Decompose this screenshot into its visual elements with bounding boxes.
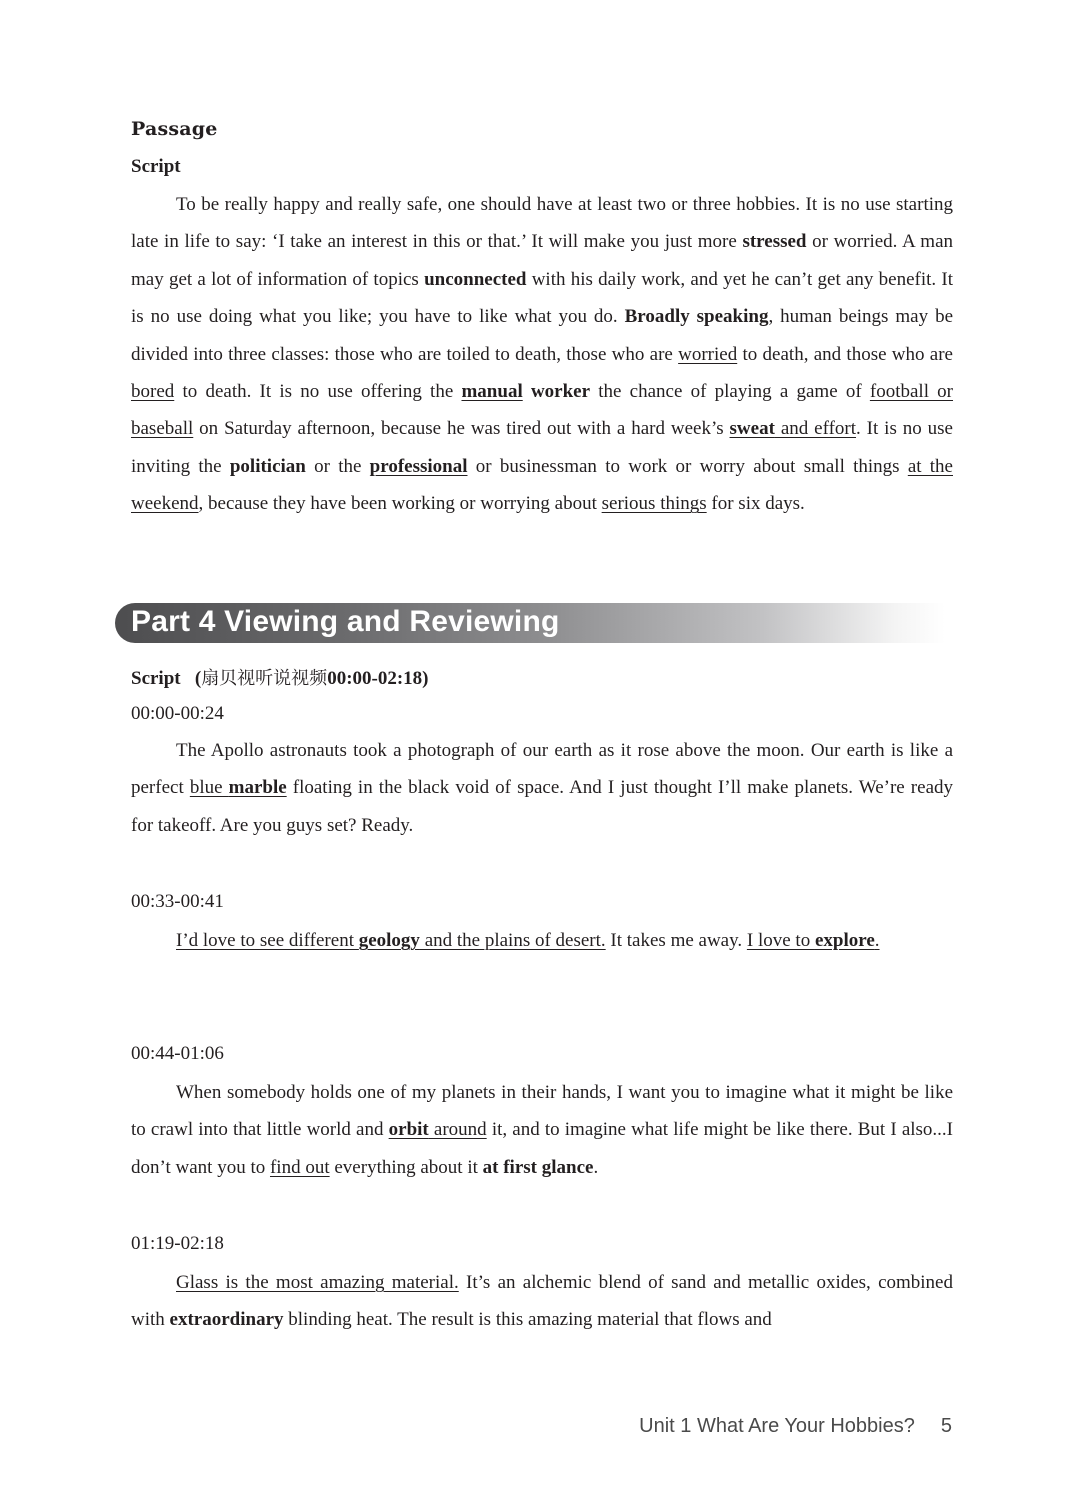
page-number: 5 bbox=[940, 1415, 952, 1437]
segment1-time: 00:00-00:24 bbox=[131, 703, 224, 724]
video-time-range: 00:00-02:18) bbox=[327, 668, 429, 689]
keyword-bold-underlined: manual bbox=[461, 381, 523, 403]
part4-banner-title: Part 4 Viewing and Reviewing bbox=[131, 605, 560, 638]
keyword-bold: unconnected bbox=[424, 268, 527, 290]
text-run: . bbox=[593, 1156, 599, 1178]
keyword-underlined: worried bbox=[678, 343, 738, 365]
keyword-underlined: at the weekend bbox=[131, 455, 953, 515]
keyword-bold: at first glance bbox=[482, 1156, 594, 1178]
keyword-bold: orbit bbox=[388, 1119, 429, 1141]
text-run: I love to bbox=[746, 930, 815, 951]
text-run: everything about it bbox=[329, 1156, 483, 1178]
text-run: for six days. bbox=[706, 493, 805, 515]
text-run: . bbox=[874, 930, 880, 951]
keyword-bold-underlined: professional bbox=[369, 455, 468, 477]
text-run: on Saturday afternoon, because he was tired out with a hard week’s bbox=[193, 418, 730, 440]
segment3-time: 00:44-01:06 bbox=[131, 1043, 224, 1064]
text-run: I’d love to see different bbox=[176, 930, 359, 951]
keyword-bold: worker bbox=[530, 381, 591, 403]
passage-paragraph bbox=[131, 186, 953, 523]
text-run: around bbox=[428, 1119, 487, 1141]
part4-script-label-line bbox=[131, 664, 429, 690]
keyword-underlined: bored bbox=[131, 381, 175, 403]
segment4-time: 01:19-02:18 bbox=[131, 1233, 224, 1254]
part4-section-banner bbox=[115, 603, 945, 643]
text-run: When somebody holds one of my planets in their hands, I want you to imagine what it might be like to crawl into that little world and bbox=[131, 1082, 953, 1141]
segment4-paragraph bbox=[131, 1264, 953, 1339]
text-run: , human beings may be divided into three classes: those who are toiled to death, those who are bbox=[131, 306, 953, 365]
text-run: The Apollo astronauts took a photograph of our earth as it rose above the moon. Our earth is like a perfect bbox=[131, 740, 953, 799]
text-run: and effort bbox=[774, 418, 857, 440]
text-run: It takes me away. bbox=[605, 930, 747, 951]
paren: ( bbox=[194, 668, 202, 689]
text-run: , because they have been working or worrying about bbox=[198, 493, 602, 515]
text-run: the chance of playing a game of bbox=[590, 381, 870, 403]
text-run: . It is no use inviting the bbox=[131, 418, 953, 477]
keyword-bold: geology bbox=[358, 930, 420, 951]
text-run: blue bbox=[189, 777, 229, 799]
text-run: or worried. A man may get a lot of information of topics bbox=[131, 231, 953, 290]
keyword-underlined: serious things bbox=[601, 493, 707, 515]
keyword-underlined: football or baseball bbox=[131, 381, 954, 440]
keyword-bold: politician bbox=[229, 455, 306, 477]
text-run: or the bbox=[305, 455, 370, 477]
keyword-bold: explore bbox=[814, 930, 875, 951]
segment2-time: 00:33-00:41 bbox=[131, 891, 224, 912]
keyword-bold: stressed bbox=[742, 231, 807, 253]
script-label: Script bbox=[131, 668, 181, 689]
text-run: or businessman to work or worry about small things bbox=[467, 455, 908, 477]
text-run: floating in the black void of space. And I just thought I’ll make planets. We’re ready for takeoff. Are you guys set? Ready. bbox=[131, 777, 954, 836]
page-footer bbox=[639, 1415, 952, 1438]
keyword-underlined: Glass is the most amazing material. bbox=[176, 1272, 459, 1293]
text-run: and the plains of desert. bbox=[419, 930, 606, 951]
keyword-bold-underlined: sweat bbox=[729, 418, 775, 440]
text-run: to death, and those who are bbox=[737, 343, 953, 365]
text-run: with his daily work, and yet he can’t get any benefit. It is no use doing what you like; you have to like what you do. bbox=[131, 268, 954, 328]
text-run: To be really happy and really safe, one should have at least two or three hobbies. It is no use starting late in life to say: ‘I take an interest in this or that.’ It will make you just more bbox=[131, 194, 953, 253]
segment2-paragraph bbox=[131, 922, 953, 959]
video-source: 扇贝视听说视频 bbox=[201, 668, 328, 689]
keyword-bold: marble bbox=[228, 777, 287, 799]
segment3-paragraph bbox=[131, 1074, 953, 1186]
text-run: It’s an alchemic blend of sand and metallic oxides, combined with bbox=[131, 1272, 953, 1331]
text-run: it, and to imagine what life might be like there. But I also...I don’t want you to bbox=[131, 1119, 954, 1178]
text-run: blinding heat. The result is this amazing material that flows and bbox=[283, 1309, 772, 1331]
keyword-bold: extraordinary bbox=[169, 1309, 284, 1331]
segment1-paragraph bbox=[131, 732, 953, 844]
passage-heading: Passage bbox=[131, 118, 218, 140]
unit-title: Unit 1 What Are Your Hobbies? bbox=[639, 1415, 915, 1437]
text-run: to death. It is no use offering the bbox=[174, 381, 462, 403]
text-run bbox=[523, 381, 531, 402]
keyword-bold: Broadly speaking bbox=[624, 306, 769, 328]
keyword-underlined: find out bbox=[269, 1156, 330, 1178]
passage-script-label: Script bbox=[131, 156, 181, 177]
